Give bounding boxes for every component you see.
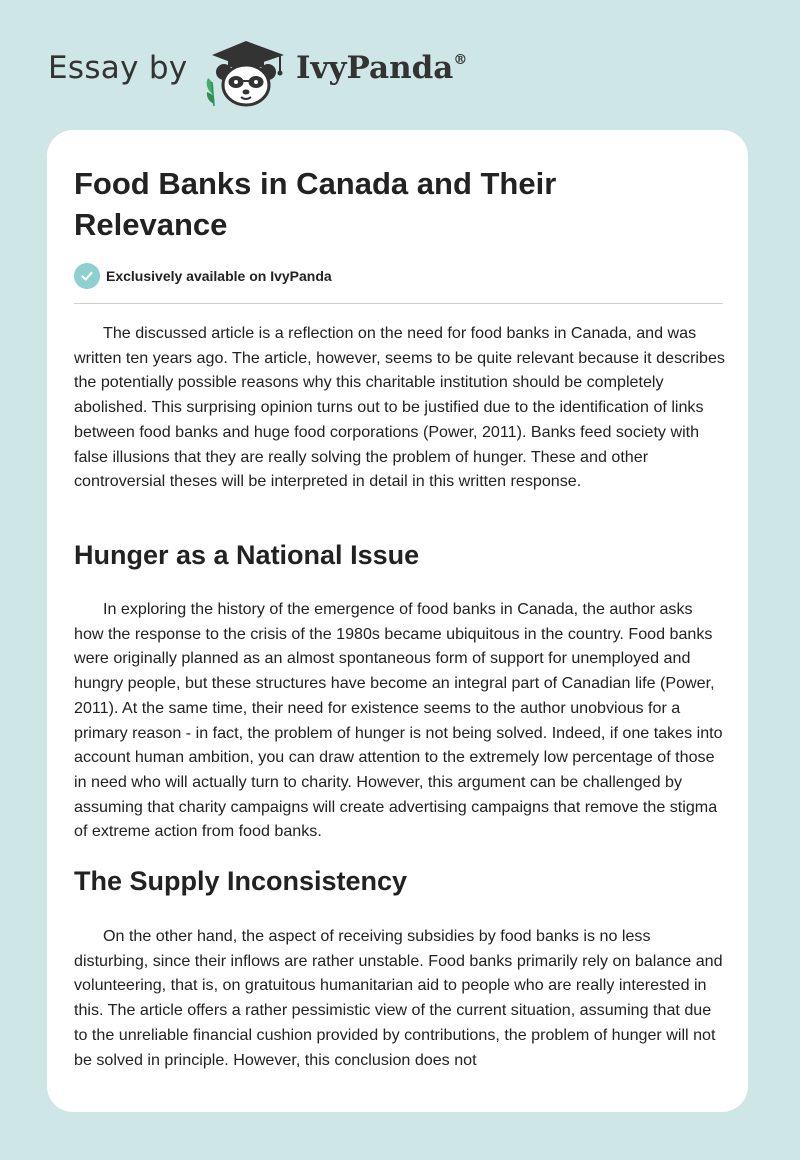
title-divider (74, 303, 723, 304)
site-header (0, 0, 800, 130)
section-heading-hunger: Hunger as a National Issue (74, 540, 420, 570)
panda-graduate-logo-icon[interactable] (200, 38, 292, 108)
brand-name[interactable] (296, 50, 467, 86)
essay-by-label: Essay by (48, 50, 188, 86)
paragraph-intro: The discussed article is a reflection on the need for food banks in Canada, and was written ten years ago. The article, however, seems to be quite relevant because it describes the potentially possible reasons why this charitable institution should be completely abolished. This surprising opinion turns out to be justified due to the identification of links between food banks and huge food corporations (Power, 2011). Banks feed society with false illusions that they are really solving the problem of hunger. These and other controversial theses will be interpreted in detail in this written response. (74, 324, 725, 491)
essay-card (47, 130, 748, 1112)
essay-title: Food Banks in Canada and Their Relevance (74, 166, 557, 242)
checkmark-icon (74, 263, 100, 289)
section-heading-supply: The Supply Inconsistency (74, 866, 408, 896)
exclusive-badge (74, 263, 332, 289)
exclusive-badge-label: Exclusively available on IvyPanda (106, 268, 332, 284)
paragraph-hunger: In exploring the history of the emergence of food banks in Canada, the author asks how the response to the crisis of the 1980s became ubiquitous in the country. Food banks were originally planned as an almost spontaneous form of support for unemployed and hungry people, but these structures have become an integral part of Canadian life (Power, 2011). At the same time, their need for existence seems to the author unobvious for a primary reason - in fact, the problem of hunger is not being solved. Indeed, if one takes into account human ambition, you can draw attention to the extremely low percentage of those in need who will actually turn to charity. However, this argument can be challenged by assuming that charity campaigns will create advertising campaigns that remove the stigma of extreme action from food banks. (74, 600, 723, 841)
registered-mark: ® (453, 52, 468, 68)
paragraph-supply: On the other hand, the aspect of receiving subsidies by food banks is no less disturbing, since their inflows are rather unstable. Food banks primarily rely on balance and volunteering, that is, on gratuitous humanitarian aid to people who are really interested in this. The article offers a rather pessimistic view of the current situation, assuming that due to the unreliable financial cushion provided by contributions, the problem of hunger will not be solved in principle. However, this conclusion does not (74, 927, 723, 1069)
brand-name-text[interactable]: IvyPanda (296, 50, 454, 86)
